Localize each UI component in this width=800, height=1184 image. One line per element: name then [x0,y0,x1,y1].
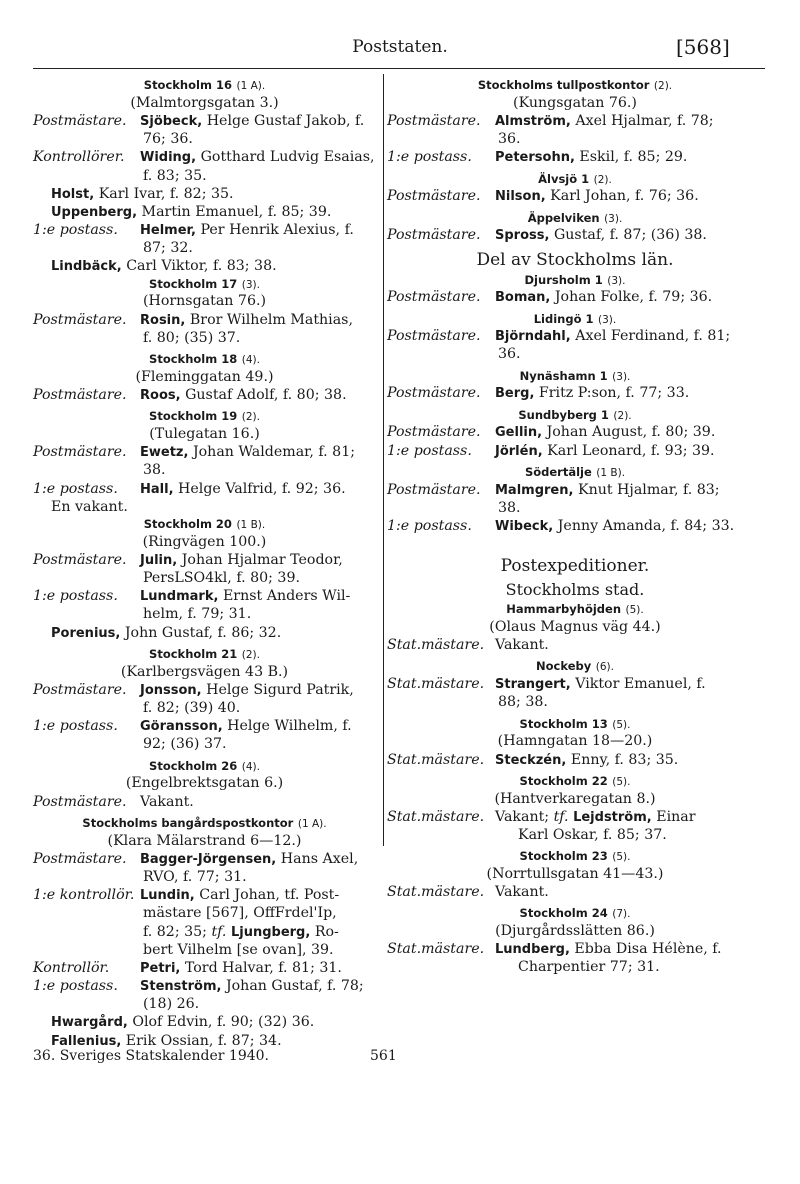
address-line: (Kungsgatan 76.) [513,94,637,111]
continuation-line: f. 80; (35) 37. [143,329,241,346]
office-heading: Stockholms tullpostkontor (2). [477,78,673,92]
office-heading: Sundbyberg 1 (2). [518,407,632,422]
entry-line: Postmästare. Berg, Fritz P:son, f. 77; 33. [387,385,690,402]
entry-line: Postmästare. Björndahl, Axel Ferdinand, f. 81; [387,328,731,345]
office-heading: Stockholms bangårdspostkontor (1 A). [82,815,327,830]
entry-line: Postmästare. Almström, Axel Hjalmar, f. 78; [387,112,714,129]
entry-line: 1:e postass. Wibeck, Jenny Amanda, f. 84; 33. [387,518,735,534]
continuation-line: 92; (36) 37. [143,736,227,753]
entry-line: Stat.mästare. Vakant. [387,884,549,901]
office-heading: Stockholm 19 (2). [149,409,260,424]
continuation-line: mästare [567], OffFrdel'Ip, [143,905,337,922]
address-line: (Malmtorgsgatan 3.) [130,94,279,111]
entry-line: Postmästare. Bagger-Jörgensen, Hans Axel, [33,850,359,867]
continuation-line: RVO, f. 77; 31. [143,868,247,885]
entry-line: 1:e postass. Lundmark, Ernst Anders Wil- [33,588,351,605]
office-heading: Stockholm 22 (5). [519,773,631,788]
continuation-line: PersLSO4kl, f. 80; 39. [143,570,300,587]
office-heading: Äppelviken (3). [527,210,623,225]
entry-line: 1:e postass. Hall, Helge Valfrid, f. 92; 36. [33,480,346,497]
entry-line: Uppenberg, Martin Emanuel, f. 85; 39. [51,203,332,220]
continuation-line: 38. [143,462,166,479]
office-heading: Nockeby (6). [536,659,614,674]
entry-line: 1:e postass. Helmer, Per Henrik Alexius, f. [33,222,354,239]
entry-line: 1:e postass. Göransson, Helge Wilhelm, f. [33,718,352,735]
entry-line: Kontrollörer. Widing, Gotthard Ludvig Esaias, [33,149,375,166]
address-line: (Karlbergsvägen 43 B.) [120,663,289,680]
column-divider [383,74,384,846]
entry-line: Porenius, John Gustaf, f. 86; 32. [51,624,282,641]
section-heading: Postexpeditioner. [500,556,650,577]
page-reference: [568] [676,35,730,59]
continuation-line: Karl Oskar, f. 85; 37. [518,826,667,843]
entry-line: Postmästare. Sjöbeck, Helge Gustaf Jakob, f. [33,112,365,129]
continuation-line: 87; 32. [143,240,193,257]
entry-line: Stat.mästare. Strangert, Viktor Emanuel, f. [387,676,706,693]
entry-line: Lindbäck, Carl Viktor, f. 83; 38. [51,258,277,275]
entry-line: 1:e kontrollör. Lundin, Carl Johan, tf. Post- [33,887,340,904]
entry-line: Postmästare. Rosin, Bror Wilhelm Mathias, [33,311,353,328]
entry-line: 1:e postass. Stenström, Johan Gustaf, f. 78; [33,978,364,995]
entry-line: Postmästare. Gellin, Johan August, f. 80; 39. [387,424,716,441]
left-column [33,77,376,1050]
entry-line: Postmästare. Roos, Gustaf Adolf, f. 80; 38. [33,387,347,404]
vacancy-line: En vakant. [51,498,128,515]
entry-line: 1:e postass. Jörlén, Karl Leonard, f. 93; 39. [387,442,715,459]
continuation-line: Charpentier 77; 31. [518,959,660,976]
entry-line: Kontrollör. Petri, Tord Halvar, f. 81; 31. [33,959,342,976]
continuation-line: f. 83; 35. [143,167,207,184]
continuation-line: f. 82; 35; tf. Ljungberg, Ro- [143,923,339,940]
entry-line: Postmästare. Spross, Gustaf, f. 87; (36) 38. [387,227,707,244]
continuation-line: 88; 38. [498,694,548,711]
continuation-line: 36. [498,346,521,363]
entry-line: Postmästare. Malmgren, Knut Hjalmar, f. 83; [387,481,720,498]
address-line: (Tulegatan 16.) [149,426,260,442]
address-line: (Klara Mälarstrand 6—12.) [107,832,302,849]
address-line: (Fleminggatan 49.) [135,368,274,385]
continuation-line: (18) 26. [143,996,200,1013]
office-heading: Djursholm 1 (3). [524,272,626,287]
continuation-line: helm, f. 79; 31. [143,606,252,623]
office-heading: Stockholm 20 (1 B). [143,516,266,531]
address-line: (Hantverkaregatan 8.) [494,790,656,807]
entry-line: Postmästare. Boman, Johan Folke, f. 79; 36. [387,289,713,306]
continuation-line: 36. [498,131,521,148]
office-heading: Södertälje (1 B). [524,464,626,479]
office-heading: Stockholm 13 (5). [519,716,631,731]
footer-source: 36. Sveriges Statskalender 1940. [33,1048,270,1064]
entry-line: Stat.mästare. Vakant; tf. Lejdström, Einar [387,808,696,825]
entry-line: Stat.mästare. Vakant. [387,637,549,654]
office-heading: Älvsjö 1 (2). [538,171,612,186]
entry-line: Postmästare. Jonsson, Helge Sigurd Patrik, [33,681,354,698]
office-heading: Stockholm 16 (1 A). [143,78,266,92]
address-line: (Olaus Magnus väg 44.) [489,618,661,635]
office-heading: Stockholm 26 (4). [149,758,260,773]
address-line: (Djurgårdsslätten 86.) [495,923,655,940]
continuation-line: bert Vilhelm [se ovan], 39. [143,941,334,958]
entry-line: Postmästare. Ewetz, Johan Waldemar, f. 81; [33,444,355,461]
entry-line: Hwargård, Olof Edvin, f. 90; (32) 36. [51,1014,315,1031]
office-heading: Stockholm 17 (3). [149,276,260,291]
right-column [387,77,763,977]
entry-line: 1:e postass. Petersohn, Eskil, f. 85; 29. [387,149,688,166]
address-line: (Engelbrektsgatan 6.) [125,775,284,792]
subsection-heading: Stockholms stad. [505,580,645,600]
entry-line: Postmästare. Vakant. [33,793,194,810]
office-heading: Stockholm 24 (7). [519,906,631,921]
address-line: (Hornsgatan 76.) [142,293,267,310]
continuation-line: 76; 36. [143,131,193,148]
entry-line: Stat.mästare. Steckzén, Enny, f. 83; 35. [387,751,679,768]
office-heading: Stockholm 23 (5). [519,849,631,864]
office-heading: Hammarbyhöjden (5). [506,602,644,617]
entry-line: Postmästare. Julin, Johan Hjalmar Teodor, [33,551,343,568]
address-line: (Ringvägen 100.) [142,533,267,550]
address-line: (Norrtullsgatan 41—43.) [486,865,664,882]
header-rule [33,68,765,69]
entry-line: Postmästare. Nilson, Karl Johan, f. 76; 36. [387,188,699,205]
office-heading: Lidingö 1 (3). [533,311,617,326]
continuation-line: f. 82; (39) 40. [143,700,241,717]
address-line: (Hamngatan 18—20.) [497,733,653,750]
entry-line: Stat.mästare. Lundberg, Ebba Disa Hélène, f. [387,941,722,958]
continuation-line: 38. [498,499,521,516]
section-heading: Del av Stockholms län. [476,249,674,270]
entry-line: Holst, Karl Ivar, f. 82; 35. [51,185,234,202]
office-heading: Stockholm 18 (4). [149,352,260,367]
footer-page-number: 561 [370,1048,397,1064]
running-title: Poststaten. [352,37,448,57]
office-heading: Nynäshamn 1 (3). [519,368,631,383]
office-heading: Stockholm 21 (2). [149,646,260,661]
entry-line: Fallenius, Erik Ossian, f. 87; 34. [51,1032,282,1049]
